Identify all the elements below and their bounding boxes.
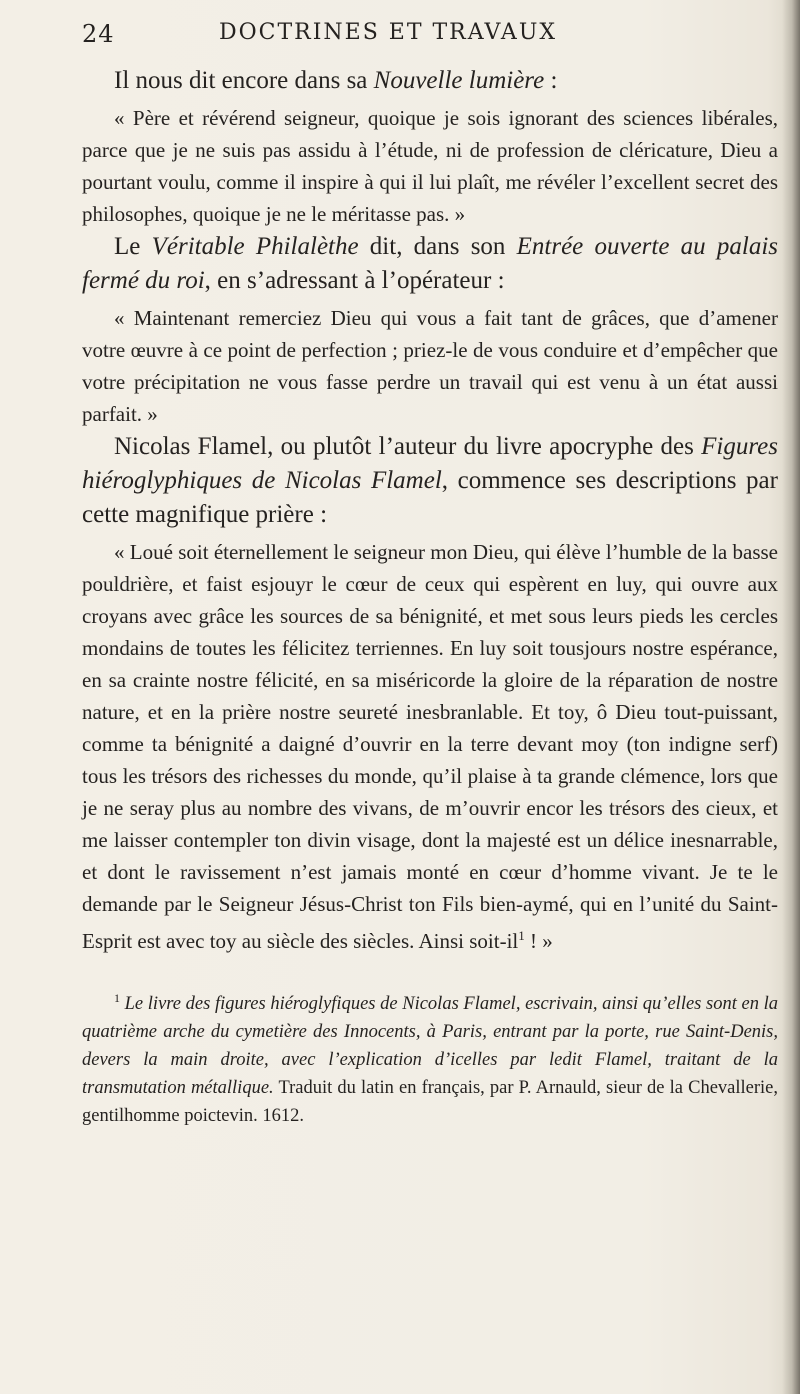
paragraph-intro-nouvelle-lumiere bbox=[82, 64, 778, 98]
page-header bbox=[68, 16, 768, 56]
book-title: Entrée ouverte au palais fermé du roi bbox=[82, 233, 778, 294]
footnote-separator bbox=[82, 971, 778, 972]
footnote-reference: 1 bbox=[518, 928, 525, 943]
text-run: Nicolas Flamel, ou plutôt l’auteur du livre apocryphe des bbox=[114, 433, 702, 460]
paragraph-intro-flamel bbox=[82, 430, 778, 532]
page-edge-shadow bbox=[782, 0, 800, 1394]
text-run: Il nous dit encore dans sa bbox=[114, 67, 374, 94]
text-run: « Loué soit éternellement le seigneur mon Dieu, qui élève l’humble de la basse pouldrière, et faist esjouyr le cœur de ceux qui espèrent en luy, qui ouvre aux croyans avec grâce les sources de sa bénignité, et met sous leurs pieds les cercles mondains de toutes les félicitez terriennes. En luy soit tousjours nostre espérance, en sa crainte nostre félicité, en sa miséricorde la gloire de la réparation de nostre nature, et en la prière nostre seureté inesbranlable. Et toy, ô Dieu tout-puissant, comme ta bénignité a daigné d’ouvrir en la terre devant moy (ton indigne serf) tous les trésors des richesses du monde, qu’il plaise à ta grande clémence, lors que je ne seray plus au nombre des vivans, de m’ouvrir encor les trésors des cieux, et me laisser contempler ton divin visage, dont la majesté est un délice inesnarrable, et dont le ravissement n’est jamais monté en cœur d’homme vivant. Je te le demande par le Seigneur Jésus-Christ ton Fils bien-aymé, qui en l’unité du Saint-Esprit est avec toy au siècle des siècles. Ainsi soit-il bbox=[82, 540, 778, 953]
page-body bbox=[82, 64, 778, 1130]
running-head: DOCTRINES ET TRAVAUX bbox=[218, 20, 558, 45]
text-run: dit, dans son bbox=[358, 233, 517, 260]
author-name: Véritable Philalèthe bbox=[151, 233, 359, 260]
footnote-marker: 1 bbox=[114, 991, 120, 1005]
quote-flamel-prayer bbox=[82, 536, 778, 957]
footnote bbox=[82, 984, 778, 1130]
footnote-title: Le livre des figures hiéroglyfiques de Nicolas Flamel, escrivain, ainsi qu’elles sont en la quatrième arche du cymetière des Innocents, à Paris, entrant par la porte, rue Saint-Denis, devers la main droite, avec l’explication d’icelles par ledit Flamel, traitant de la transmutation métallique. bbox=[82, 994, 778, 1099]
text-run: ! » bbox=[524, 929, 553, 953]
text-run: Le bbox=[114, 233, 152, 260]
page-number: 24 bbox=[82, 20, 115, 48]
paragraph-intro-philalethe bbox=[82, 230, 778, 298]
quote-nouvelle-lumiere: « Père et révérend seigneur, quoique je sois ignorant des sciences libérales, parce que je ne suis pas assidu à l’étude, ni de profession de cléricature, Dieu a pourtant voulu, comme il inspire à qui il lui plaît, me révéler l’excellent secret des philosophes, quoique je ne le méritasse pas. » bbox=[82, 106, 778, 226]
text-run: , en s’adressant à l’opérateur : bbox=[204, 267, 505, 294]
book-title: Nouvelle lumière bbox=[373, 67, 545, 94]
footnote-text: Traduit du latin en français, par P. Arnauld, sieur de la Chevallerie, gentilhomme poictevin. 1612. bbox=[82, 1078, 778, 1127]
book-title: Figures hiéroglyphiques de Nicolas Flamel bbox=[82, 433, 778, 494]
text-run: : bbox=[544, 67, 558, 94]
quote-philalethe: « Maintenant remerciez Dieu qui vous a fait tant de grâces, que d’amener votre œuvre à ce point de perfection ; priez-le de vous conduire et d’empêcher que votre précipitation ne vous fasse perdre un travail qui est venu à un état aussi parfait. » bbox=[82, 306, 778, 426]
text-run: , commence ses descriptions par cette magnifique prière : bbox=[82, 467, 778, 528]
